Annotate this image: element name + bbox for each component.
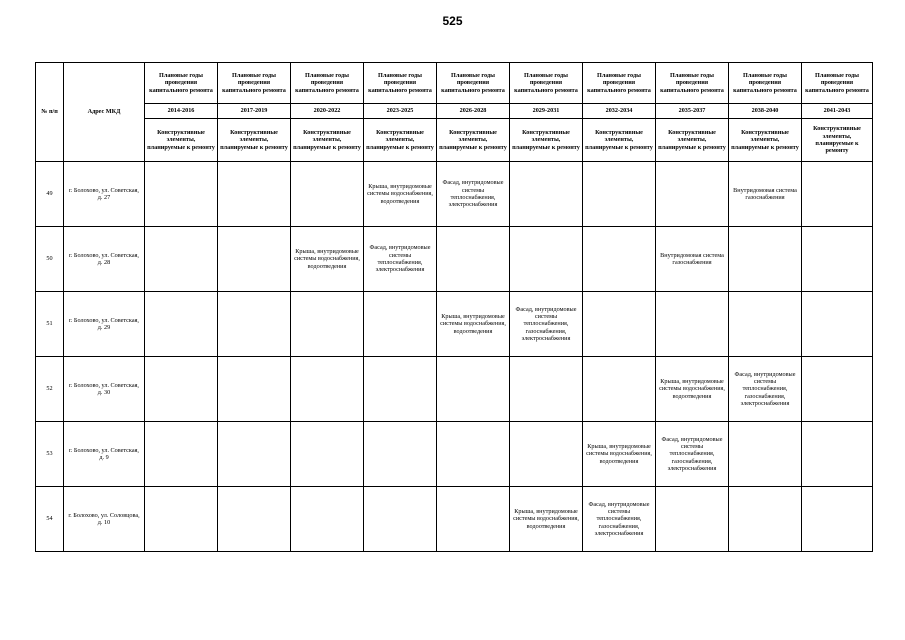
repair-elements-cell: Внутридомовая система газоснабжения xyxy=(729,162,802,227)
elements-header: Конструктивные элементы, планируемые к ремонту xyxy=(218,119,291,162)
repair-elements-cell xyxy=(291,162,364,227)
period-header: Плановые годы проведения капитального ремонта xyxy=(729,63,802,104)
repair-elements-cell xyxy=(437,357,510,422)
repair-plan-table xyxy=(35,62,873,552)
elements-header: Конструктивные элементы, планируемые к ремонту xyxy=(583,119,656,162)
elements-header: Конструктивные элементы, планируемые к ремонту xyxy=(364,119,437,162)
repair-elements-cell: Крыша, внутридомовые системы водоснабжения, водоотведения xyxy=(437,292,510,357)
repair-elements-cell: Фасад, внутридомовые системы теплоснабжения, электроснабжения xyxy=(364,227,437,292)
repair-elements-cell xyxy=(145,487,218,552)
period-header: Плановые годы проведения капитального ремонта xyxy=(802,63,873,104)
repair-elements-cell xyxy=(656,162,729,227)
repair-elements-cell xyxy=(218,162,291,227)
years-header: 2041-2043 xyxy=(802,104,873,119)
repair-elements-cell xyxy=(218,292,291,357)
period-header: Плановые годы проведения капитального ремонта xyxy=(656,63,729,104)
years-header: 2020-2022 xyxy=(291,104,364,119)
period-header: Плановые годы проведения капитального ремонта xyxy=(583,63,656,104)
repair-elements-cell xyxy=(656,487,729,552)
repair-elements-cell xyxy=(364,292,437,357)
repair-elements-cell xyxy=(656,292,729,357)
repair-elements-cell xyxy=(218,227,291,292)
column-header-number: № п/п xyxy=(36,63,64,162)
period-header: Плановые годы проведения капитального ремонта xyxy=(218,63,291,104)
repair-elements-cell xyxy=(437,487,510,552)
repair-elements-cell xyxy=(729,422,802,487)
row-number: 53 xyxy=(36,422,64,487)
repair-elements-cell xyxy=(583,162,656,227)
repair-elements-cell xyxy=(802,162,873,227)
repair-elements-cell xyxy=(802,292,873,357)
repair-elements-cell: Крыша, внутридомовые системы водоснабжения, водоотведения xyxy=(656,357,729,422)
repair-elements-cell xyxy=(583,292,656,357)
table-row xyxy=(36,357,873,422)
years-header: 2017-2019 xyxy=(218,104,291,119)
repair-elements-cell: Фасад, внутридомовые системы теплоснабжения, газоснабжения, электроснабжения xyxy=(510,292,583,357)
years-header: 2032-2034 xyxy=(583,104,656,119)
elements-header: Конструктивные элементы, планируемые к ремонту xyxy=(437,119,510,162)
repair-elements-cell: Внутридомовая система газоснабжения xyxy=(656,227,729,292)
row-address: г. Болохово, ул. Советская, д. 27 xyxy=(64,162,145,227)
repair-elements-cell xyxy=(583,357,656,422)
repair-elements-cell xyxy=(218,487,291,552)
repair-elements-cell xyxy=(218,357,291,422)
row-number: 51 xyxy=(36,292,64,357)
repair-elements-cell xyxy=(802,422,873,487)
years-header: 2023-2025 xyxy=(364,104,437,119)
repair-elements-cell xyxy=(729,292,802,357)
table-row xyxy=(36,487,873,552)
repair-elements-cell: Крыша, внутридомовые системы водоснабжения, водоотведения xyxy=(583,422,656,487)
repair-elements-cell xyxy=(291,422,364,487)
repair-elements-cell xyxy=(145,227,218,292)
period-header: Плановые годы проведения капитального ремонта xyxy=(437,63,510,104)
repair-elements-cell: Крыша, внутридомовые системы водоснабжения, водоотведения xyxy=(510,487,583,552)
repair-elements-cell xyxy=(364,487,437,552)
repair-elements-cell xyxy=(145,162,218,227)
period-header: Плановые годы проведения капитального ремонта xyxy=(510,63,583,104)
years-header: 2035-2037 xyxy=(656,104,729,119)
period-header: Плановые годы проведения капитального ремонта xyxy=(291,63,364,104)
repair-elements-cell xyxy=(145,292,218,357)
repair-elements-cell xyxy=(145,357,218,422)
elements-header: Конструктивные элементы, планируемые к ремонту xyxy=(656,119,729,162)
repair-elements-cell xyxy=(437,227,510,292)
row-address: г. Болохово, ул. Советская, д. 28 xyxy=(64,227,145,292)
repair-elements-cell xyxy=(510,422,583,487)
elements-header: Конструктивные элементы, планируемые к ремонту xyxy=(510,119,583,162)
repair-elements-cell xyxy=(364,357,437,422)
column-header-address: Адрес МКД xyxy=(64,63,145,162)
repair-elements-cell: Фасад, внутридомовые системы теплоснабжения, газоснабжения, электроснабжения xyxy=(583,487,656,552)
period-header: Плановые годы проведения капитального ремонта xyxy=(145,63,218,104)
repair-elements-cell: Фасад, внутридомовые системы теплоснабжения, газоснабжения, электроснабжения xyxy=(656,422,729,487)
repair-elements-cell xyxy=(145,422,218,487)
repair-elements-cell xyxy=(802,487,873,552)
elements-header: Конструктивные элементы, планируемые к ремонту xyxy=(802,119,873,162)
repair-elements-cell xyxy=(583,227,656,292)
repair-elements-cell xyxy=(802,227,873,292)
repair-elements-cell: Крыша, внутридомовые системы водоснабжения, водоотведения xyxy=(291,227,364,292)
row-number: 49 xyxy=(36,162,64,227)
repair-elements-cell xyxy=(729,487,802,552)
repair-elements-cell xyxy=(802,357,873,422)
years-header: 2029-2031 xyxy=(510,104,583,119)
repair-elements-cell: Фасад, внутридомовые системы теплоснабжения, электроснабжения xyxy=(437,162,510,227)
repair-elements-cell: Крыша, внутридомовые системы водоснабжения, водоотведения xyxy=(364,162,437,227)
row-number: 50 xyxy=(36,227,64,292)
table-row xyxy=(36,227,873,292)
table-row xyxy=(36,162,873,227)
repair-elements-cell xyxy=(291,357,364,422)
repair-elements-cell xyxy=(729,227,802,292)
table-row xyxy=(36,292,873,357)
page-number: 525 xyxy=(442,14,463,28)
row-address: г. Болохово, ул. Советская, д. 9 xyxy=(64,422,145,487)
years-header: 2026-2028 xyxy=(437,104,510,119)
elements-header: Конструктивные элементы, планируемые к ремонту xyxy=(729,119,802,162)
repair-elements-cell: Фасад, внутридомовые системы теплоснабжения, газоснабжения, электроснабжения xyxy=(729,357,802,422)
elements-header: Конструктивные элементы, планируемые к ремонту xyxy=(145,119,218,162)
repair-elements-cell xyxy=(510,227,583,292)
row-number: 52 xyxy=(36,357,64,422)
row-number: 54 xyxy=(36,487,64,552)
row-address: г. Болохово, ул. Соловцова, д. 10 xyxy=(64,487,145,552)
repair-elements-cell xyxy=(364,422,437,487)
elements-header: Конструктивные элементы, планируемые к ремонту xyxy=(291,119,364,162)
repair-elements-cell xyxy=(218,422,291,487)
repair-elements-cell xyxy=(291,487,364,552)
row-address: г. Болохово, ул. Советская, д. 30 xyxy=(64,357,145,422)
repair-elements-cell xyxy=(510,162,583,227)
years-header: 2014-2016 xyxy=(145,104,218,119)
table-row xyxy=(36,422,873,487)
repair-elements-cell xyxy=(437,422,510,487)
repair-elements-cell xyxy=(510,357,583,422)
years-header: 2038-2040 xyxy=(729,104,802,119)
repair-elements-cell xyxy=(291,292,364,357)
period-header: Плановые годы проведения капитального ремонта xyxy=(364,63,437,104)
row-address: г. Болохово, ул. Советская, д. 29 xyxy=(64,292,145,357)
